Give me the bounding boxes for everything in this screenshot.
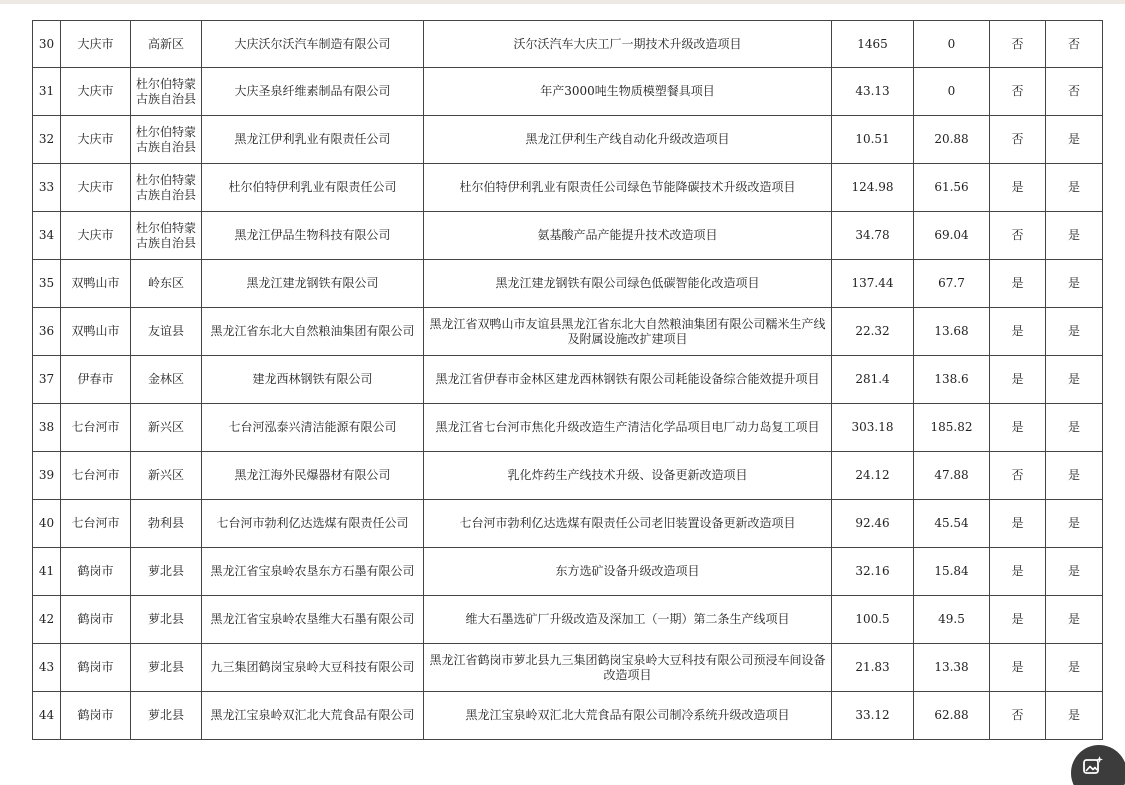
value2-cell: 49.5 bbox=[914, 596, 990, 644]
table-row bbox=[33, 644, 1103, 692]
flag2-cell: 是 bbox=[1046, 164, 1103, 212]
flag1-cell: 是 bbox=[990, 500, 1046, 548]
flag1-cell: 是 bbox=[990, 356, 1046, 404]
value1-cell: 33.12 bbox=[832, 692, 914, 740]
top-strip bbox=[0, 0, 1125, 4]
value2-cell: 138.6 bbox=[914, 356, 990, 404]
flag1-cell: 否 bbox=[990, 21, 1046, 68]
row-number: 36 bbox=[33, 308, 61, 356]
row-number: 38 bbox=[33, 404, 61, 452]
company-cell: 大庆圣泉纤维素制品有限公司 bbox=[202, 68, 424, 116]
table-row bbox=[33, 68, 1103, 116]
flag2-cell: 是 bbox=[1046, 212, 1103, 260]
flag2-cell: 是 bbox=[1046, 260, 1103, 308]
project-cell: 黑龙江省双鸭山市友谊县黑龙江省东北大自然粮油集团有限公司糯米生产线及附属设施改扩建项目 bbox=[424, 308, 832, 356]
project-cell: 黑龙江省七台河市焦化升级改造生产清洁化学品项目电厂动力岛复工项目 bbox=[424, 404, 832, 452]
value2-cell: 45.54 bbox=[914, 500, 990, 548]
table-row bbox=[33, 260, 1103, 308]
county-cell: 友谊县 bbox=[131, 308, 202, 356]
row-number: 32 bbox=[33, 116, 61, 164]
flag2-cell: 是 bbox=[1046, 692, 1103, 740]
flag2-cell: 是 bbox=[1046, 596, 1103, 644]
city-cell: 七台河市 bbox=[61, 500, 131, 548]
value1-cell: 24.12 bbox=[832, 452, 914, 500]
company-cell: 黑龙江省东北大自然粮油集团有限公司 bbox=[202, 308, 424, 356]
flag1-cell: 否 bbox=[990, 212, 1046, 260]
row-number: 43 bbox=[33, 644, 61, 692]
city-cell: 大庆市 bbox=[61, 116, 131, 164]
county-cell: 杜尔伯特蒙古族自治县 bbox=[131, 116, 202, 164]
value1-cell: 1465 bbox=[832, 21, 914, 68]
value1-cell: 124.98 bbox=[832, 164, 914, 212]
company-cell: 杜尔伯特伊利乳业有限责任公司 bbox=[202, 164, 424, 212]
value2-cell: 185.82 bbox=[914, 404, 990, 452]
flag2-cell: 是 bbox=[1046, 452, 1103, 500]
value1-cell: 281.4 bbox=[832, 356, 914, 404]
project-table bbox=[32, 20, 1103, 740]
table-row bbox=[33, 116, 1103, 164]
project-cell: 年产3000吨生物质模塑餐具项目 bbox=[424, 68, 832, 116]
flag1-cell: 是 bbox=[990, 596, 1046, 644]
city-cell: 伊春市 bbox=[61, 356, 131, 404]
row-number: 37 bbox=[33, 356, 61, 404]
city-cell: 双鸭山市 bbox=[61, 260, 131, 308]
project-cell: 黑龙江伊利生产线自动化升级改造项目 bbox=[424, 116, 832, 164]
project-cell: 维大石墨选矿厂升级改造及深加工（一期）第二条生产线项目 bbox=[424, 596, 832, 644]
value1-cell: 10.51 bbox=[832, 116, 914, 164]
table-row bbox=[33, 404, 1103, 452]
city-cell: 大庆市 bbox=[61, 68, 131, 116]
company-cell: 七台河泓泰兴清洁能源有限公司 bbox=[202, 404, 424, 452]
value2-cell: 69.04 bbox=[914, 212, 990, 260]
county-cell: 新兴区 bbox=[131, 452, 202, 500]
city-cell: 七台河市 bbox=[61, 452, 131, 500]
company-cell: 黑龙江省宝泉岭农垦维大石墨有限公司 bbox=[202, 596, 424, 644]
county-cell: 萝北县 bbox=[131, 596, 202, 644]
flag1-cell: 否 bbox=[990, 452, 1046, 500]
flag2-cell: 是 bbox=[1046, 404, 1103, 452]
county-cell: 萝北县 bbox=[131, 644, 202, 692]
value1-cell: 34.78 bbox=[832, 212, 914, 260]
flag1-cell: 是 bbox=[990, 164, 1046, 212]
flag2-cell: 是 bbox=[1046, 308, 1103, 356]
flag1-cell: 是 bbox=[990, 308, 1046, 356]
company-cell: 大庆沃尔沃汽车制造有限公司 bbox=[202, 21, 424, 68]
project-cell: 黑龙江省伊春市金林区建龙西林钢铁有限公司耗能设备综合能效提升项目 bbox=[424, 356, 832, 404]
company-cell: 黑龙江海外民爆器材有限公司 bbox=[202, 452, 424, 500]
value1-cell: 21.83 bbox=[832, 644, 914, 692]
county-cell: 新兴区 bbox=[131, 404, 202, 452]
county-cell: 高新区 bbox=[131, 21, 202, 68]
county-cell: 杜尔伯特蒙古族自治县 bbox=[131, 164, 202, 212]
row-number: 44 bbox=[33, 692, 61, 740]
value2-cell: 67.7 bbox=[914, 260, 990, 308]
flag2-cell: 是 bbox=[1046, 356, 1103, 404]
value2-cell: 61.56 bbox=[914, 164, 990, 212]
city-cell: 大庆市 bbox=[61, 212, 131, 260]
company-cell: 黑龙江建龙钢铁有限公司 bbox=[202, 260, 424, 308]
county-cell: 萝北县 bbox=[131, 548, 202, 596]
flag2-cell: 是 bbox=[1046, 500, 1103, 548]
value2-cell: 62.88 bbox=[914, 692, 990, 740]
value1-cell: 32.16 bbox=[832, 548, 914, 596]
flag2-cell: 是 bbox=[1046, 644, 1103, 692]
project-cell: 东方选矿设备升级改造项目 bbox=[424, 548, 832, 596]
company-cell: 建龙西林钢铁有限公司 bbox=[202, 356, 424, 404]
value2-cell: 13.68 bbox=[914, 308, 990, 356]
county-cell: 萝北县 bbox=[131, 692, 202, 740]
flag1-cell: 是 bbox=[990, 644, 1046, 692]
value1-cell: 137.44 bbox=[832, 260, 914, 308]
row-number: 31 bbox=[33, 68, 61, 116]
flag1-cell: 是 bbox=[990, 548, 1046, 596]
project-cell: 乳化炸药生产线技术升级、设备更新改造项目 bbox=[424, 452, 832, 500]
row-number: 41 bbox=[33, 548, 61, 596]
table-row bbox=[33, 452, 1103, 500]
value2-cell: 15.84 bbox=[914, 548, 990, 596]
table-body bbox=[33, 21, 1103, 740]
image-ai-button[interactable] bbox=[1071, 745, 1125, 785]
value2-cell: 47.88 bbox=[914, 452, 990, 500]
row-number: 33 bbox=[33, 164, 61, 212]
flag1-cell: 是 bbox=[990, 260, 1046, 308]
table-row bbox=[33, 356, 1103, 404]
value2-cell: 20.88 bbox=[914, 116, 990, 164]
project-cell: 氨基酸产品产能提升技术改造项目 bbox=[424, 212, 832, 260]
value1-cell: 43.13 bbox=[832, 68, 914, 116]
company-cell: 九三集团鹤岗宝泉岭大豆科技有限公司 bbox=[202, 644, 424, 692]
project-cell: 七台河市勃利亿达选煤有限责任公司老旧装置设备更新改造项目 bbox=[424, 500, 832, 548]
row-number: 42 bbox=[33, 596, 61, 644]
county-cell: 杜尔伯特蒙古族自治县 bbox=[131, 212, 202, 260]
company-cell: 黑龙江伊利乳业有限责任公司 bbox=[202, 116, 424, 164]
table-row bbox=[33, 500, 1103, 548]
city-cell: 鹤岗市 bbox=[61, 692, 131, 740]
value2-cell: 13.38 bbox=[914, 644, 990, 692]
city-cell: 双鸭山市 bbox=[61, 308, 131, 356]
table-row bbox=[33, 21, 1103, 68]
value1-cell: 92.46 bbox=[832, 500, 914, 548]
flag1-cell: 否 bbox=[990, 116, 1046, 164]
value1-cell: 100.5 bbox=[832, 596, 914, 644]
flag1-cell: 否 bbox=[990, 692, 1046, 740]
project-cell: 黑龙江省鹤岗市萝北县九三集团鹤岗宝泉岭大豆科技有限公司预浸车间设备改造项目 bbox=[424, 644, 832, 692]
project-cell: 黑龙江宝泉岭双汇北大荒食品有限公司制冷系统升级改造项目 bbox=[424, 692, 832, 740]
company-cell: 七台河市勃利亿达选煤有限责任公司 bbox=[202, 500, 424, 548]
county-cell: 金林区 bbox=[131, 356, 202, 404]
city-cell: 七台河市 bbox=[61, 404, 131, 452]
table-row bbox=[33, 308, 1103, 356]
value1-cell: 22.32 bbox=[832, 308, 914, 356]
table-row bbox=[33, 164, 1103, 212]
city-cell: 鹤岗市 bbox=[61, 644, 131, 692]
project-cell: 黑龙江建龙钢铁有限公司绿色低碳智能化改造项目 bbox=[424, 260, 832, 308]
flag2-cell: 是 bbox=[1046, 548, 1103, 596]
flag2-cell: 否 bbox=[1046, 21, 1103, 68]
city-cell: 大庆市 bbox=[61, 164, 131, 212]
flag2-cell: 是 bbox=[1046, 116, 1103, 164]
table-row bbox=[33, 212, 1103, 260]
city-cell: 鹤岗市 bbox=[61, 596, 131, 644]
project-cell: 杜尔伯特伊利乳业有限责任公司绿色节能降碳技术升级改造项目 bbox=[424, 164, 832, 212]
row-number: 34 bbox=[33, 212, 61, 260]
flag1-cell: 是 bbox=[990, 404, 1046, 452]
row-number: 39 bbox=[33, 452, 61, 500]
row-number: 40 bbox=[33, 500, 61, 548]
row-number: 35 bbox=[33, 260, 61, 308]
image-sparkle-icon bbox=[1081, 754, 1105, 778]
value2-cell: 0 bbox=[914, 68, 990, 116]
county-cell: 岭东区 bbox=[131, 260, 202, 308]
project-cell: 沃尔沃汽车大庆工厂一期技术升级改造项目 bbox=[424, 21, 832, 68]
value2-cell: 0 bbox=[914, 21, 990, 68]
flag1-cell: 否 bbox=[990, 68, 1046, 116]
city-cell: 鹤岗市 bbox=[61, 548, 131, 596]
flag2-cell: 否 bbox=[1046, 68, 1103, 116]
company-cell: 黑龙江伊品生物科技有限公司 bbox=[202, 212, 424, 260]
table-row bbox=[33, 596, 1103, 644]
company-cell: 黑龙江省宝泉岭农垦东方石墨有限公司 bbox=[202, 548, 424, 596]
table-row bbox=[33, 692, 1103, 740]
county-cell: 杜尔伯特蒙古族自治县 bbox=[131, 68, 202, 116]
table-row bbox=[33, 548, 1103, 596]
row-number: 30 bbox=[33, 21, 61, 68]
city-cell: 大庆市 bbox=[61, 21, 131, 68]
value1-cell: 303.18 bbox=[832, 404, 914, 452]
county-cell: 勃利县 bbox=[131, 500, 202, 548]
company-cell: 黑龙江宝泉岭双汇北大荒食品有限公司 bbox=[202, 692, 424, 740]
